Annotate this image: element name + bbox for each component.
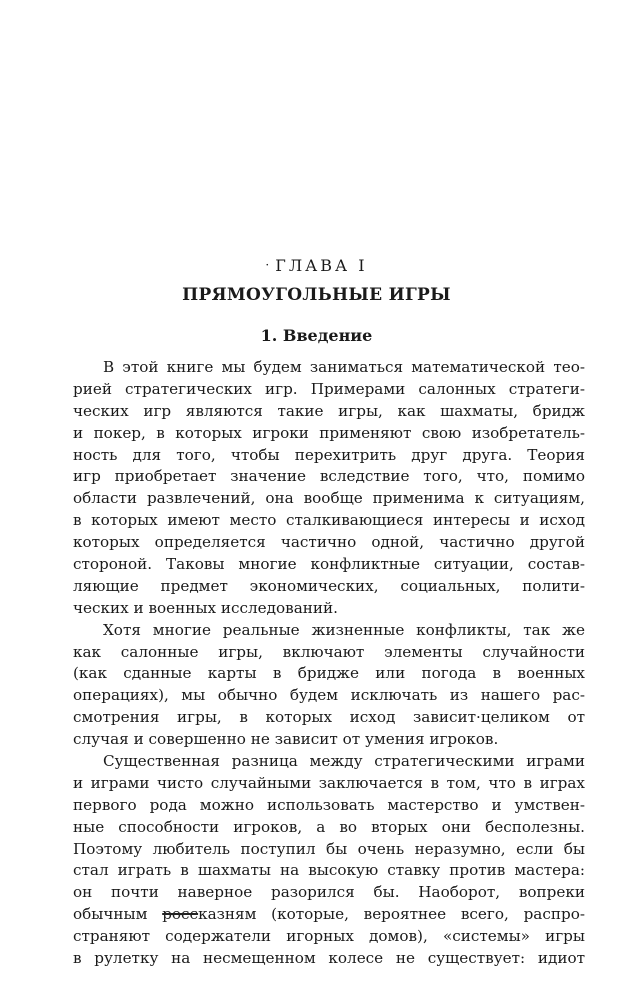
text-line: области развлечений, она вообще применима к ситуациям, (73, 489, 585, 508)
text-line: и играми чисто случайными заключается в том, что в играх (73, 773, 585, 792)
text-line: в которых имеют место сталкивающиеся интересы и исход (73, 511, 585, 530)
line-segment: казням (которые, вероятнее всего, распро- (198, 905, 585, 924)
text-line: ческих и военных исследований. (73, 598, 338, 617)
text-line: первого рода можно использовать мастерство и умствен- (73, 795, 585, 814)
chapter-title: ПРЯМОУГОЛЬНЫЕ ИГРЫ (182, 285, 451, 305)
text-line: ность для того, чтобы перехитрить друг друга. Теория (73, 445, 585, 464)
text-line: Хотя многие реальные жизненные конфликты, так же (103, 620, 585, 639)
text-line: страняют содержатели игорных домов), «системы» игры (73, 927, 585, 946)
text-line: игр приобретает значение вследствие того, что, помимо (73, 467, 585, 486)
text-line: случая и совершенно не зависит от умения игроков. (73, 730, 499, 749)
text-line: Существенная разница между стратегическими играми (103, 752, 585, 771)
text-line: стал играть в шахматы на высокую ставку против мастера: (73, 861, 585, 880)
text-line: он почти наверное разорился бы. Наоборот, вопреки (73, 883, 585, 902)
text-line: ческих игр являются такие игры, как шахматы, бридж (73, 401, 585, 420)
section-title: 1. Введение (260, 326, 373, 345)
text-line: В этой книге мы будем заниматься математической тео- (103, 358, 585, 376)
chapter-label: ГЛАВА I (275, 256, 368, 275)
text-line: которых определяется частично одной, частично другой (73, 533, 585, 552)
text-line: операциях), мы обычно будем исключать из нашего рас- (73, 686, 585, 705)
line-segment: обычным (73, 905, 163, 924)
text-line-with-strikeout (73, 904, 585, 926)
text-line: стороной. Таковы многие конфликтные ситуации, состав- (73, 555, 585, 574)
text-line: рией стратегических игр. Примерами салонных стратеги- (73, 379, 585, 398)
paragraph-2 (73, 620, 585, 751)
body-text (73, 357, 585, 970)
text-line: как салонные игры, включают элементы случайности (73, 642, 585, 661)
text-line: ляющие предмет экономических, социальных, полити- (73, 576, 585, 595)
struck-out-text: росс (162, 905, 199, 924)
text-line: в рулетку на несмещенном колесе не существует: идиот (73, 949, 585, 968)
text-line: (как сданные карты в бридже или погода в военных (73, 664, 585, 683)
paragraph-1 (73, 357, 585, 620)
text-line: ные способности игроков, а во вторых они бесполезны. (73, 817, 585, 836)
chapter-heading (0, 256, 633, 275)
chapter-marker: · (265, 258, 270, 272)
text-line: и покер, в которых игроки применяют свою изобретатель- (73, 423, 585, 442)
text-line: смотрения игры, в которых исход зависит·целиком от (73, 708, 585, 727)
paragraph-3 (73, 751, 585, 970)
text-line: Поэтому любитель поступил бы очень неразумно, если бы (73, 839, 585, 858)
